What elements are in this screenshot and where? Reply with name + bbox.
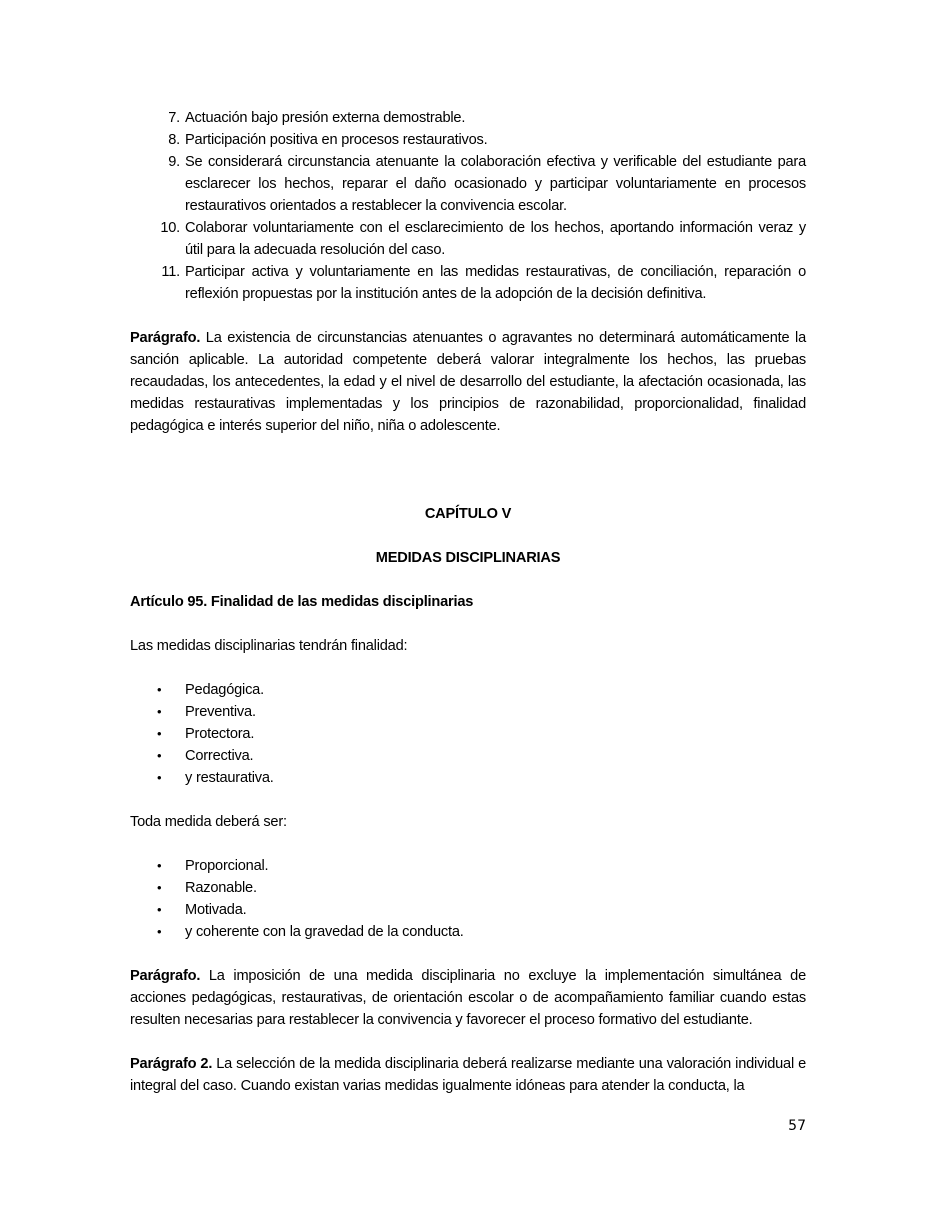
list-text: Pedagógica. — [185, 682, 264, 698]
list-text: Motivada. — [185, 902, 247, 918]
list-text: Se considerará circunstancia atenuante la colaboración efectiva y verificable del estudiante para esclarecer los hechos, reparar el daño ocasionado y participar voluntariamente en procesos restaurativos orientados a restablecer la convivencia escolar. — [185, 154, 806, 214]
bullet-icon: • — [157, 748, 162, 763]
list-item — [130, 217, 806, 261]
paragrafo-text: La imposición de una medida disciplinaria no excluye la implementación simultánea de acciones pedagógicas, restaurativas, de orientación escolar o de acompañamiento familiar cuando estas resulten necesarias para restablecer la convivencia y favorecer el proceso formativo del estudiante. — [130, 968, 806, 1028]
list-text: Razonable. — [185, 880, 257, 896]
chapter-title: CAPÍTULO V — [424, 506, 512, 522]
list-item — [130, 107, 806, 129]
bullet-icon: • — [157, 704, 162, 719]
bullet-icon: • — [157, 682, 162, 697]
numbered-list — [130, 107, 806, 305]
list-item — [130, 129, 806, 151]
list-item — [130, 701, 806, 723]
paragrafo-label: Parágrafo. — [130, 330, 201, 346]
list-item — [130, 855, 806, 877]
bullet-icon: • — [157, 924, 162, 939]
finalidad-list — [130, 679, 806, 789]
bullet-icon: • — [157, 770, 162, 785]
list-text: Protectora. — [185, 726, 255, 742]
list-item — [130, 921, 806, 943]
paragrafo-medidas — [130, 965, 806, 1031]
article-heading: Artículo 95. Finalidad de las medidas disciplinarias — [130, 594, 474, 610]
list-text: y coherente con la gravedad de la conducta. — [185, 924, 464, 940]
paragrafo-2 — [130, 1053, 806, 1097]
list-item — [130, 679, 806, 701]
paragrafo-text: La existencia de circunstancias atenuantes o agravantes no determinará automáticamente la sanción aplicable. La autoridad competente deberá valorar integralmente los hechos, las pruebas recaudadas, los antecedentes, la edad y el nivel de desarrollo del estudiante, la afectación ocasionada, las medidas restaurativas implementadas y los principios de razonabilidad, proporcionalidad, finalidad pedagógica e interés superior del niño, niña o adolescente. — [130, 330, 806, 434]
paragrafo-atenuantes — [130, 327, 806, 437]
list-text: Colaborar voluntariamente con el esclarecimiento de los hechos, aportando información veraz y útil para la adecuada resolución del caso. — [185, 220, 806, 258]
list-text: Correctiva. — [185, 748, 254, 764]
list-number: 9. — [168, 154, 180, 170]
bullet-icon: • — [157, 858, 162, 873]
paragrafo-text: La selección de la medida disciplinaria deberá realizarse mediante una valoración individual e integral del caso. Cuando existan varias medidas igualmente idóneas para atender la conducta, la — [130, 1056, 806, 1094]
list-item — [130, 899, 806, 921]
list-number: 8. — [168, 132, 180, 148]
list-item — [130, 151, 806, 217]
list-text: Proporcional. — [185, 858, 269, 874]
list-item — [130, 723, 806, 745]
paragrafo-label: Parágrafo. — [130, 968, 201, 984]
chapter-subtitle: MEDIDAS DISCIPLINARIAS — [375, 550, 561, 566]
page-number: 57 — [788, 1118, 806, 1134]
list-text: y restaurativa. — [185, 770, 274, 786]
list-item — [130, 261, 806, 305]
list-number: 11. — [161, 264, 180, 280]
bullet-icon: • — [157, 880, 162, 895]
list-text: Actuación bajo presión externa demostrable. — [185, 110, 466, 126]
intro-finalidad: Las medidas disciplinarias tendrán finalidad: — [130, 638, 408, 654]
bullet-icon: • — [157, 726, 162, 741]
paragrafo-label: Parágrafo 2. — [130, 1056, 213, 1072]
list-number: 7. — [168, 110, 180, 126]
list-text: Participación positiva en procesos restaurativos. — [185, 132, 488, 148]
bullet-icon: • — [157, 902, 162, 917]
list-text: Participar activa y voluntariamente en las medidas restaurativas, de conciliación, reparación o reflexión propuestas por la institución antes de la adopción de la decisión definitiva. — [185, 264, 806, 302]
document-page — [130, 107, 806, 1097]
list-item — [130, 767, 806, 789]
list-number: 10. — [160, 220, 180, 236]
intro-medida: Toda medida deberá ser: — [130, 814, 287, 830]
list-item — [130, 745, 806, 767]
list-text: Preventiva. — [185, 704, 256, 720]
medida-list — [130, 855, 806, 943]
list-item — [130, 877, 806, 899]
